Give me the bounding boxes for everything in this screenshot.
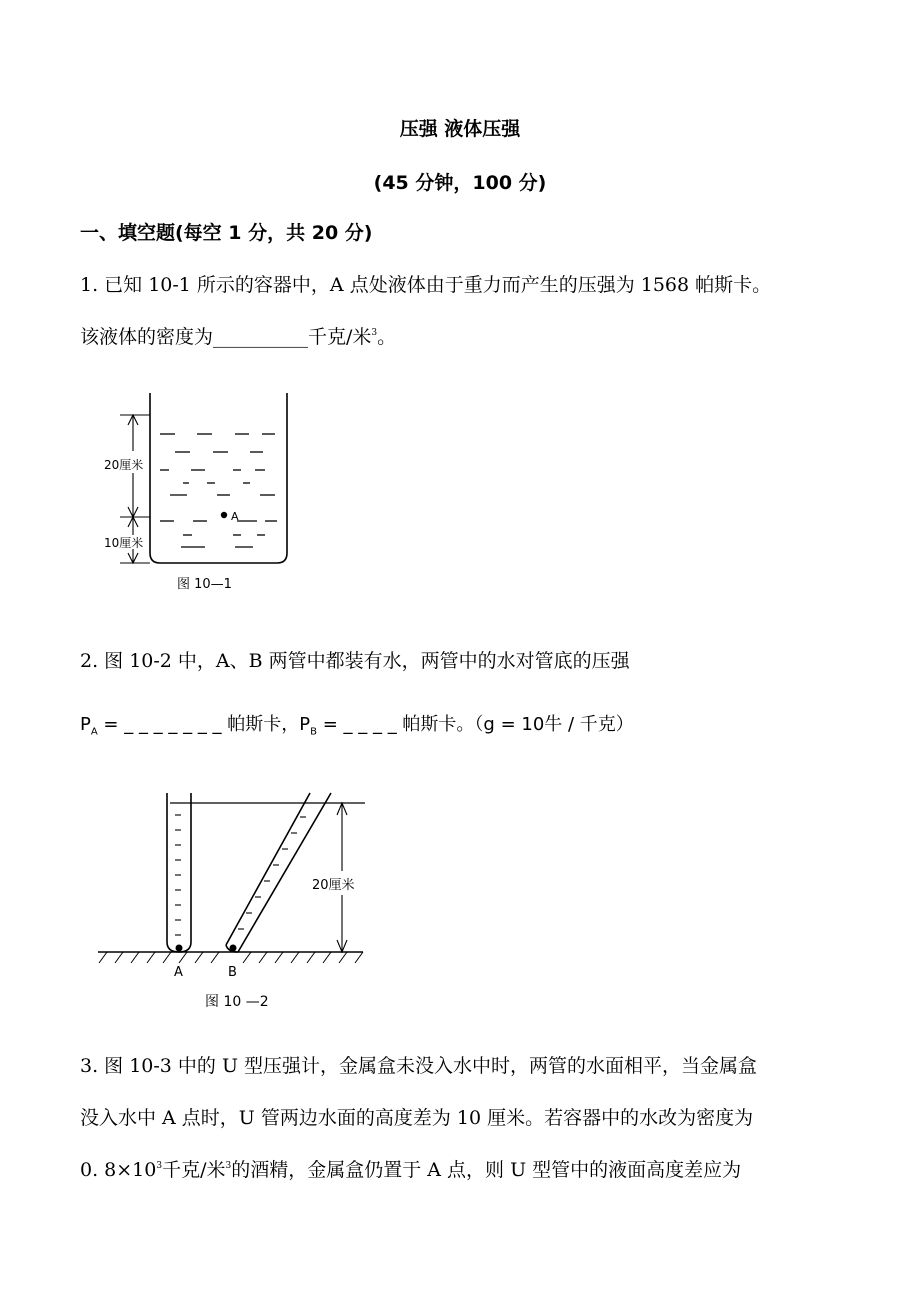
tube-b-water xyxy=(238,817,306,929)
q1-line2-post: 千克/米 xyxy=(308,326,372,348)
height-label: 20厘米 xyxy=(312,878,355,893)
q2-line1: 2. 图 10-2 中，A、B 两管中都装有水，两管中的水对管底的压强 xyxy=(80,650,630,672)
pb-blank[interactable]: = _ _ _ _ 帕斯卡。（g = 10牛 / 千克） xyxy=(317,714,634,735)
q3-line3-a: 0. 8×10 xyxy=(80,1159,157,1181)
point-b-dot xyxy=(230,945,237,952)
container-outline xyxy=(150,393,287,563)
page-title: 压强 液体压强 xyxy=(399,118,521,140)
q1-line2 xyxy=(80,322,396,349)
figure-10-2 xyxy=(95,785,380,1015)
tube-a xyxy=(167,793,191,952)
pa-blank[interactable]: = _ _ _ _ _ _ _ 帕斯卡， xyxy=(97,714,300,735)
tube-b-label: B xyxy=(228,965,237,980)
tube-a-water xyxy=(175,815,181,935)
tube-a-label: A xyxy=(174,965,183,980)
figure-10-1 xyxy=(95,385,335,600)
q3-line3-b: 千克/米 xyxy=(162,1159,226,1181)
point-a-dot xyxy=(176,945,183,952)
q2-line2 xyxy=(80,710,634,738)
liquid-dashes xyxy=(160,434,277,547)
q1-answer-blank[interactable]: __________ xyxy=(213,326,309,348)
pb-symbol: P xyxy=(299,714,311,735)
q1-line2-pre: 该液体的密度为 xyxy=(80,326,214,348)
q3-line3 xyxy=(80,1155,741,1182)
tube-b xyxy=(226,793,331,952)
pa-symbol: P xyxy=(80,714,91,735)
figure-10-2-caption: 图 10 —2 xyxy=(205,994,269,1010)
height-label-10cm: 10厘米 xyxy=(104,536,144,550)
pa-subscript: A xyxy=(90,726,98,738)
figure-10-1-caption: 图 10—1 xyxy=(177,577,232,592)
section-heading: 一、填空题(每空 1 分，共 20 分) xyxy=(80,222,373,244)
pb-subscript: B xyxy=(310,726,318,738)
q3-line1: 3. 图 10-3 中的 U 型压强计，金属盒未没入水中时，两管的水面相平，当金属盒 xyxy=(80,1055,758,1077)
point-a-label: A xyxy=(231,510,239,523)
q3-line2: 没入水中 A 点时，U 管两边水面的高度差为 10 厘米。若容器中的水改为密度为 xyxy=(80,1107,754,1129)
q3-line3-c: 的酒精，金属盒仍置于 A 点，则 U 型管中的液面高度差应为 xyxy=(231,1159,742,1181)
q3-exponent-2: 3 xyxy=(225,1161,232,1171)
page-subtitle: (45 分钟，100 分) xyxy=(373,172,547,194)
q3-exponent-1: 3 xyxy=(156,1161,163,1171)
height-label-20cm: 20厘米 xyxy=(104,458,144,472)
q1-line1: 1. 已知 10-1 所示的容器中，A 点处液体由于重力而产生的压强为 1568 帕斯卡。 xyxy=(80,274,772,296)
ground-hatching xyxy=(99,952,363,963)
point-a-marker xyxy=(221,512,227,518)
q1-unit-exponent: 3 xyxy=(371,328,378,338)
q1-line2-end: 。 xyxy=(377,326,397,348)
